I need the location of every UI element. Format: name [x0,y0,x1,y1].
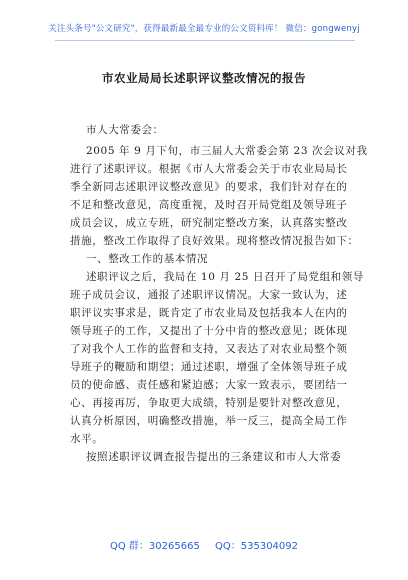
section-heading: 一、整改工作的基本情况 [86,253,209,265]
body-line: 措施，整改工作取得了良好效果。现将整改情况报告如下： [70,235,359,247]
body-line: 了对我个人工作的监督和支持，又表达了对农业局整个领 [70,343,348,355]
body-line: 不足和整改意见，高度重视，及时召开局党组及领导班子 [70,199,348,211]
body-line: 述职评议之后，我局在 10 月 25 日召开了局党组和领导 [86,271,364,283]
body-line: 2005 年 9 月下旬，市三届人大常委会第 23 次会议对我 [86,145,368,157]
body-line: 认真分析原因，明确整改措施，举一反三，提高全局工作 [70,415,348,427]
body-line: 职评议实事求是，既肯定了市农业局及包括我本人在内的 [70,307,348,319]
body-line: 季全新同志述职评议整改意见》的要求，我们针对存在的 [70,181,348,193]
body-line: 导班子的鞭励和期望；通过述职，增强了全体领导班子成 [70,361,348,373]
body-line: 领导班子的工作，又提出了十分中肯的整改意见；既体现 [70,325,348,337]
salutation: 市人大常委会： [86,124,164,136]
body-line: 按照述职评议调查报告提出的三条建议和市人大常委 [86,451,342,463]
footer-qq: QQ：535304092 [215,541,299,552]
page-header-banner: 关注头条号"公文研究"，获得最新最全最专业的公文资料库！ 微信：gongwenyj [48,24,360,34]
body-line: 水平。 [70,433,104,445]
body-line: 员的使命感、责任感和紧迫感；大家一致表示，要团结一 [70,379,348,391]
footer-qq-group: QQ 群：30265665 [109,541,200,552]
page-footer [0,537,408,552]
document-title: 市农业局局长述职评议整改情况的报告 [102,71,306,85]
body-line: 成员会议，成立专班，研究制定整改方案，认真落实整改 [70,217,348,229]
header-divider [55,40,355,41]
body-line: 心、再接再厉，争取更大成绩，特别是要针对整改意见， [70,397,348,409]
body-line: 进行了述职评议。根据《市人大常委会关于市农业局局长 [70,163,348,175]
body-line: 班子成员会议，通报了述职评议情况。大家一致认为，述 [70,289,348,301]
